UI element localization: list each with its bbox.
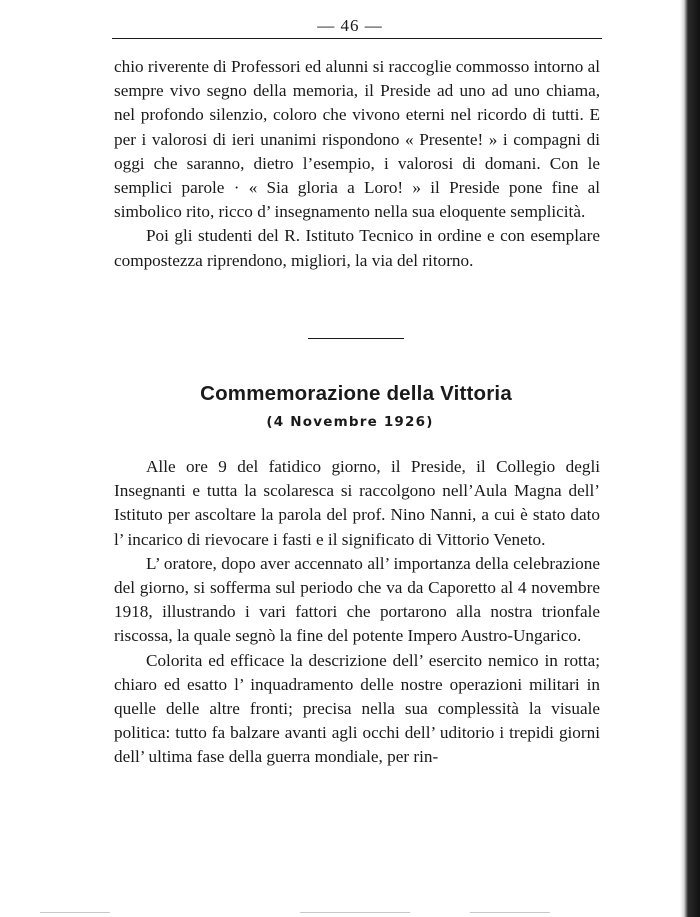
continuation-text: [114, 55, 600, 273]
paragraph: Colorita ed efficace la descrizione dell’ esercito nemico in rotta; chiaro ed esatto l’ inquadramento delle nostre operazioni militari in quelle delle altre fronti; precisa nella sua complessità la visuale politica: tutto fa balzare avanti agli occhi dell’ uditorio i trepidi giorni dell’ ultima fase della guerra mondiale, per rin-: [114, 650, 600, 767]
section-divider: [308, 338, 404, 339]
section-date: (4 Novembre 1926): [266, 414, 434, 430]
section-body: [114, 455, 600, 770]
scan-artifact: [300, 912, 410, 913]
page-edge-shadow: [680, 0, 700, 917]
scan-artifact: [40, 912, 110, 913]
paragraph: Alle ore 9 del fatidico giorno, il Preside, il Collegio degli Insegnanti e tutta la scolaresca si raccolgono nell’Aula Magna dell’ Istituto per ascoltare la parola del prof. Nino Nanni, a cui è stato dato l’ incarico di rievocare i fasti e il significato di Vittorio Veneto.: [114, 457, 600, 549]
paragraph: Poi gli studenti del R. Istituto Tecnico in ordine e con esemplare compostezza riprendono, migliori, la via del ritorno.: [114, 226, 600, 270]
paragraph: chio riverente di Professori ed alunni si raccoglie commosso intorno al sempre vivo segno della memoria, il Preside ad uno ad uno chiama, nel profondo silenzio, coloro che vivono eterni nel ricordo di tutti. E per i valorosi di ieri unanimi rispondono « Presente! » i compagni di oggi che saranno, dietro l’esempio, i valorosi di domani. Con le semplici parole · « Sia gloria a Loro! » il Preside pone fine al simbolico rito, ricco d’ insegnamento nella sua eloquente semplicità.: [114, 57, 600, 222]
header-rule: [112, 38, 602, 39]
page-number: — 46 —: [317, 16, 383, 35]
section-title: Commemorazione della Vittoria: [200, 382, 512, 405]
scan-artifact: [470, 912, 550, 913]
paragraph: L’ oratore, dopo aver accennato all’ importanza della celebrazione del giorno, si sofferma sul periodo che va da Caporetto al 4 novembre 1918, illustrando i vari fattori che portarono alla nostra trionfale riscossa, la quale segnò la fine del potente Impero Austro-Ungarico.: [114, 553, 600, 646]
